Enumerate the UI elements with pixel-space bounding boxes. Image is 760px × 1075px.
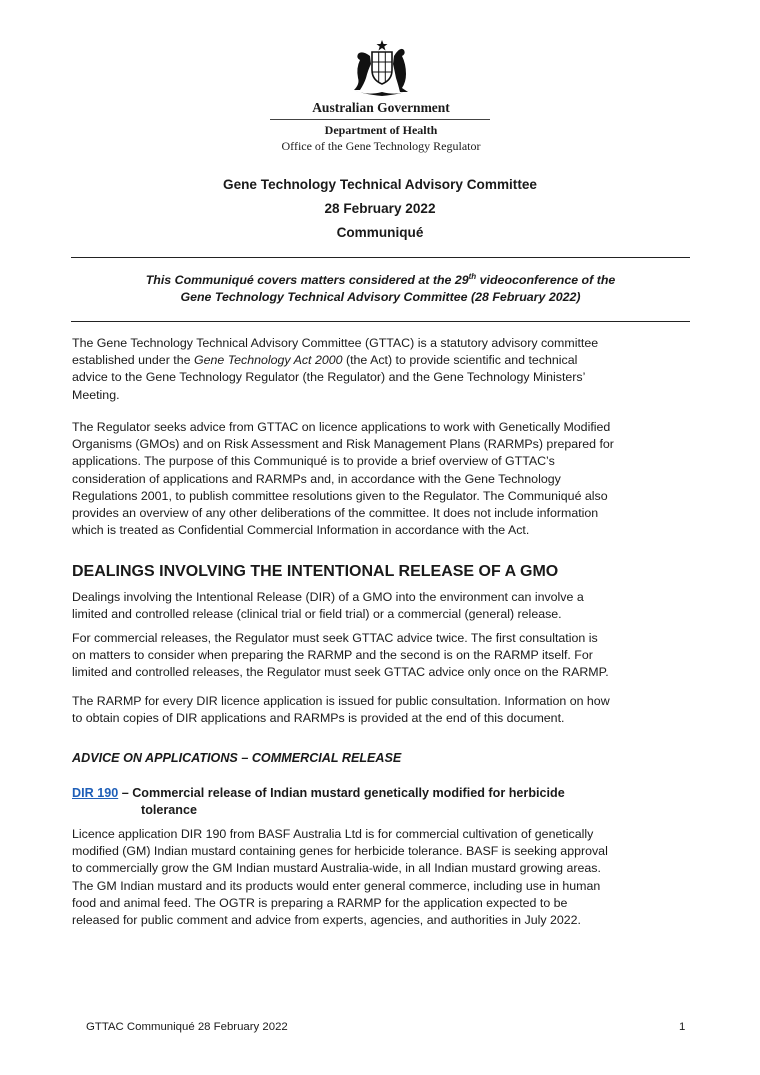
dir-190-link[interactable]: DIR 190 xyxy=(72,786,119,800)
page-number: 1 xyxy=(679,1021,686,1033)
coat-of-arms-icon xyxy=(346,38,418,98)
committee-title: Gene Technology Technical Advisory Committee xyxy=(223,177,537,192)
office-name: Office of the Gene Technology Regulator xyxy=(281,139,481,153)
top-divider xyxy=(71,257,690,258)
footer-title: GTTAC Communiqué 28 February 2022 xyxy=(86,1021,288,1033)
section-heading-advice: ADVICE ON APPLICATIONS – COMMERCIAL RELEASE xyxy=(72,751,402,765)
intro-line-1: This Communiqué covers matters considered at the 29th videoconference of the xyxy=(145,271,616,287)
bottom-divider xyxy=(71,321,690,322)
government-name: Australian Government xyxy=(312,100,450,115)
header-divider xyxy=(270,119,490,120)
commercial-release-paragraph: For commercial releases, the Regulator must seek GTTAC advice twice. The first consultation is on matters to consider when preparing the RARMP and the second is on the RARMP itself. For limited and controlled releases, the Regulator must seek GTTAC advice only once on the RARMP. xyxy=(72,631,609,680)
dir-190-heading: DIR 190 – Commercial release of Indian mustard genetically modified for herbicide xyxy=(72,786,565,800)
intro-line-2: Gene Technology Technical Advisory Committee (28 February 2022) xyxy=(180,290,581,304)
section-heading-dealings: DEALINGS INVOLVING THE INTENTIONAL RELEASE OF A GMO xyxy=(72,563,559,580)
dir-190-heading-continued: tolerance xyxy=(141,803,197,817)
dir-190-description-paragraph: Licence application DIR 190 from BASF Australia Ltd is for commercial cultivation of genetically modified (GM) Indian mustard containing genes for herbicide tolerance. BASF is seeking approval to commercially grow the GM Indian mustard Australia-wide, in all Indian mustard growing areas. The GM Indian mustard and its products would enter general commerce, including use in human food and animal feed. The OGTR is preparing a RARMP for the application expected to be released for public comment and advice from experts, agencies, and authorities in July 2022. xyxy=(72,827,608,928)
document-type: Communiqué xyxy=(336,225,424,240)
department-name: Department of Health xyxy=(324,123,438,137)
public-consultation-paragraph: The RARMP for every DIR licence application is issued for public consultation. Information on how to obtain copies of DIR applications and RARMPs is provided at the end of this document. xyxy=(72,694,610,726)
regulator-advice-paragraph: The Regulator seeks advice from GTTAC on licence applications to work with Genetically Modified Organisms (GMOs) and on Risk Assessment and Risk Management Plans (RARMPs) prepared for applications. The purpose of this Communiqué is to provide a brief overview of GTTAC’s consideration of applications and RARMPs and, in accordance with the Gene Technology Regulations 2001, to publish committee resolutions given to the Regulator. The Communiqué also provides an overview of any other deliberations of the committee. It does not include information which is treated as Confidential Commercial Information in accordance with the Act. xyxy=(72,420,614,538)
dir-definition-paragraph: Dealings involving the Intentional Release (DIR) of a GMO into the environment can involve a limited and controlled release (clinical trial or field trial) or a commercial (general) release. xyxy=(72,590,584,622)
meeting-date: 28 February 2022 xyxy=(324,201,436,216)
gttac-description-paragraph: The Gene Technology Technical Advisory Committee (GTTAC) is a statutory advisory committee established under the Gene Technology Act 2000 (the Act) to provide scientific and technical advice to the Gene Technology Regulator (the Regulator) and the Gene Technology Ministers’ Meeting. xyxy=(72,336,599,402)
